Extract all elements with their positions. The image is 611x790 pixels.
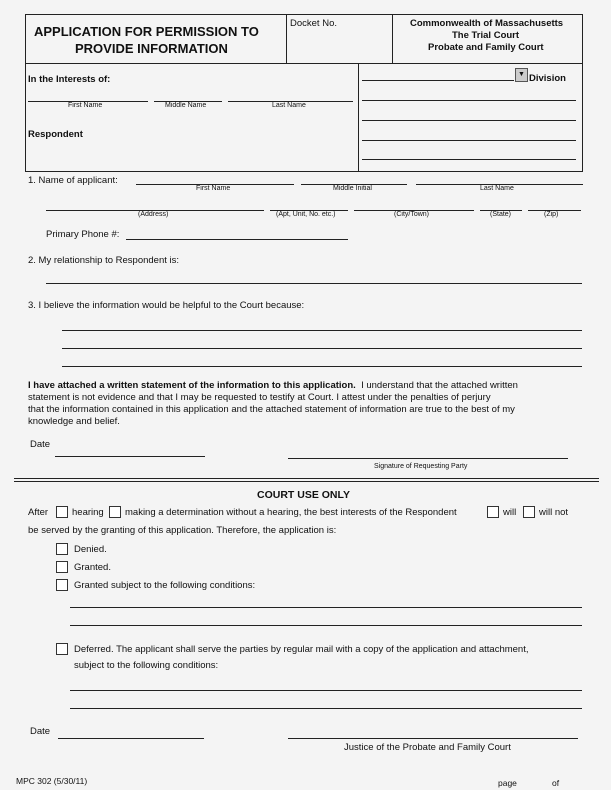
granted-label: Granted. xyxy=(74,562,111,573)
court-name-line2: The Trial Court xyxy=(452,30,520,41)
address-caption: (Address) xyxy=(138,211,169,218)
form-title-line2: PROVIDE INFORMATION xyxy=(75,41,228,56)
zip-caption: (Zip) xyxy=(544,211,559,218)
header-divider-2 xyxy=(392,14,393,63)
applicant-name-label: 1. Name of applicant: xyxy=(28,175,118,186)
justice-date-line[interactable] xyxy=(58,738,204,739)
interests-middle-caption: Middle Name xyxy=(165,102,207,109)
city-caption: (City/Town) xyxy=(394,211,430,218)
helpful-line-3[interactable] xyxy=(62,366,582,367)
deferred-condition-line-1[interactable] xyxy=(70,690,582,691)
after-label: After xyxy=(28,507,49,518)
division-address-line-4[interactable] xyxy=(362,159,576,160)
attestation-line-4: knowledge and belief. xyxy=(28,416,120,427)
denied-checkbox[interactable] xyxy=(56,543,68,555)
served-text: be served by the granting of this application. Therefore, the application is: xyxy=(28,525,337,536)
signature-caption: Signature of Requesting Party xyxy=(374,463,468,470)
interests-last-caption: Last Name xyxy=(272,102,306,109)
chevron-down-icon: ▼ xyxy=(518,71,525,78)
division-address-line-2[interactable] xyxy=(362,120,576,121)
hearing-label: hearing xyxy=(72,507,104,518)
applicant-last-caption: Last Name xyxy=(480,185,514,192)
applicant-date-label: Date xyxy=(30,439,51,450)
attestation-line-1 xyxy=(28,380,518,391)
division-dropdown-button[interactable] xyxy=(515,68,528,82)
applicant-first-caption: First Name xyxy=(196,185,231,192)
will-label: will xyxy=(503,507,517,518)
deferred-label-line1: Deferred. The applicant shall serve the parties by regular mail with a copy of the application and attachment, xyxy=(74,644,529,655)
will-not-label: will not xyxy=(539,507,569,518)
deferred-condition-line-2[interactable] xyxy=(70,708,582,709)
interests-divider xyxy=(358,63,359,171)
granted-condition-line-1[interactable] xyxy=(70,607,582,608)
relationship-label: 2. My relationship to Respondent is: xyxy=(28,255,180,266)
form-title-line1: APPLICATION FOR PERMISSION TO xyxy=(34,24,259,39)
interests-first-caption: First Name xyxy=(68,102,103,109)
attestation-bold: I have attached a written statement of the information to this application. xyxy=(28,380,356,391)
court-name-line3: Probate and Family Court xyxy=(428,42,544,53)
docket-label: Docket No. xyxy=(290,18,337,29)
helpful-label: 3. I believe the information would be helpful to the Court because: xyxy=(28,300,305,311)
division-label: Division xyxy=(529,73,566,84)
granted-checkbox[interactable] xyxy=(56,561,68,573)
helpful-line-2[interactable] xyxy=(62,348,582,349)
applicant-date-line[interactable] xyxy=(55,456,205,457)
granted-conditions-checkbox[interactable] xyxy=(56,579,68,591)
granted-condition-line-2[interactable] xyxy=(70,625,582,626)
apt-caption: (Apt, Unit, No. etc.) xyxy=(276,211,336,218)
division-address-line-3[interactable] xyxy=(362,140,576,141)
attestation-line-2: statement is not evidence and that I may be requested to testify at Court. I attest under the penalties of perjury xyxy=(28,392,491,403)
hearing-checkbox[interactable] xyxy=(56,506,68,518)
state-caption: (State) xyxy=(490,211,512,218)
justice-date-label: Date xyxy=(30,726,51,737)
primary-phone-label: Primary Phone #: xyxy=(46,229,120,240)
will-not-checkbox[interactable] xyxy=(523,506,535,518)
deferred-checkbox[interactable] xyxy=(56,643,68,655)
form-number: MPC 302 (5/30/11) xyxy=(16,776,88,786)
signature-line[interactable] xyxy=(288,458,568,459)
of-label: of xyxy=(552,778,560,788)
attestation-rest: I understand that the attached written xyxy=(361,380,518,391)
docket-number-input[interactable] xyxy=(287,30,391,62)
court-name-line1: Commonwealth of Massachusetts xyxy=(410,18,564,29)
respondent-label: Respondent xyxy=(28,129,83,140)
division-line[interactable] xyxy=(362,80,514,81)
helpful-line-1[interactable] xyxy=(62,330,582,331)
justice-signature-line[interactable] xyxy=(288,738,578,739)
attestation-line-3: that the information contained in this application and the attached statement of information are true to the best of my xyxy=(28,404,515,415)
separator-top xyxy=(14,478,599,479)
no-hearing-checkbox[interactable] xyxy=(109,506,121,518)
justice-caption: Justice of the Probate and Family Court xyxy=(344,742,511,753)
interests-label: In the Interests of: xyxy=(28,74,111,85)
deferred-label-line2: subject to the following conditions: xyxy=(74,660,219,671)
page-label: page xyxy=(498,778,517,788)
primary-phone-line[interactable] xyxy=(126,239,348,240)
separator-bottom xyxy=(14,481,599,482)
relationship-line[interactable] xyxy=(46,283,582,284)
court-use-title: COURT USE ONLY xyxy=(257,489,350,501)
denied-label: Denied. xyxy=(74,544,107,555)
applicant-middle-caption: Middle Initial xyxy=(333,185,372,192)
will-checkbox[interactable] xyxy=(487,506,499,518)
granted-conditions-label: Granted subject to the following conditions: xyxy=(74,580,256,591)
division-address-line-1[interactable] xyxy=(362,100,576,101)
no-hearing-label: making a determination without a hearing, the best interests of the Respondent xyxy=(125,507,457,518)
